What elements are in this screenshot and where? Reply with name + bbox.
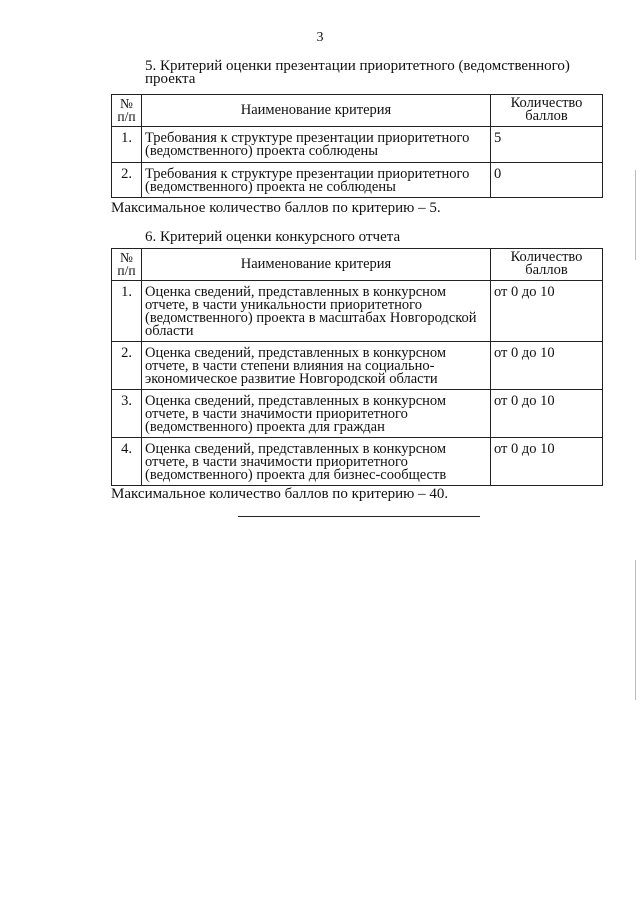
criterion-name: Оценка сведений, представленных в конкурсном отчете, в части уникальности приоритетного (ведомственного) проекта в масштабах Новгородской области [142,281,491,342]
row-number: 4. [112,438,142,486]
criteria-table-6 [111,248,603,486]
column-header-number [112,95,142,127]
table-row [112,163,603,198]
column-header-number [112,249,142,281]
page-number: 3 [316,30,324,45]
criterion-name: Оценка сведений, представленных в конкурсном отчете, в части значимости приоритетного (ведомственного) проекта для бизнес-сообществ [142,438,491,486]
scan-edge-mark [635,560,636,700]
header-text: п/п [117,263,136,278]
table-row [112,281,603,342]
table-row [112,438,603,486]
section-title-line: проекта [145,71,196,87]
row-number: 2. [112,342,142,390]
criterion-points: от 0 до 10 [491,281,603,342]
section-5-title [145,60,595,86]
row-number: 1. [112,281,142,342]
row-number: 1. [112,127,142,163]
criterion-name: Требования к структуре презентации приоритетного (ведомственного) проекта соблюдены [142,127,491,163]
criterion-name: Требования к структуре презентации приоритетного (ведомственного) проекта не соблюдены [142,163,491,198]
header-text: № [120,96,133,111]
row-number: 3. [112,390,142,438]
section-6-title [145,231,595,244]
header-text: баллов [525,262,568,278]
header-text: Количество [510,95,583,111]
max-score-note: Максимальное количество баллов по критерию – 40. [111,486,449,502]
header-text: баллов [525,108,568,124]
section-title-line: 6. Критерий оценки конкурсного отчета [145,229,401,245]
criterion-points: 5 [491,127,603,163]
scan-edge-mark [635,170,636,260]
table-header-row [112,249,603,281]
end-divider [238,516,480,517]
table-header-row [112,95,603,127]
header-text: п/п [117,109,136,124]
criterion-name: Оценка сведений, представленных в конкурсном отчете, в части значимости приоритетного (ведомственного) проекта для граждан [142,390,491,438]
column-header-points [491,95,603,127]
table-row [112,390,603,438]
criterion-points: 0 [491,163,603,198]
criterion-points: от 0 до 10 [491,438,603,486]
column-header-name: Наименование критерия [142,249,491,281]
max-score-note: Максимальное количество баллов по критерию – 5. [111,200,441,216]
criterion-name: Оценка сведений, представленных в конкурсном отчете, в части степени влияния на социально-экономическое развитие Новгородской области [142,342,491,390]
table-row [112,342,603,390]
header-text: № [120,250,133,265]
criterion-points: от 0 до 10 [491,342,603,390]
column-header-points [491,249,603,281]
column-header-name: Наименование критерия [142,95,491,127]
row-number: 2. [112,163,142,198]
section-title-line: 5. Критерий оценки презентации приоритетного (ведомственного) [145,58,570,74]
table-row [112,127,603,163]
criterion-points: от 0 до 10 [491,390,603,438]
header-text: Количество [510,249,583,265]
criteria-table-5 [111,94,603,198]
